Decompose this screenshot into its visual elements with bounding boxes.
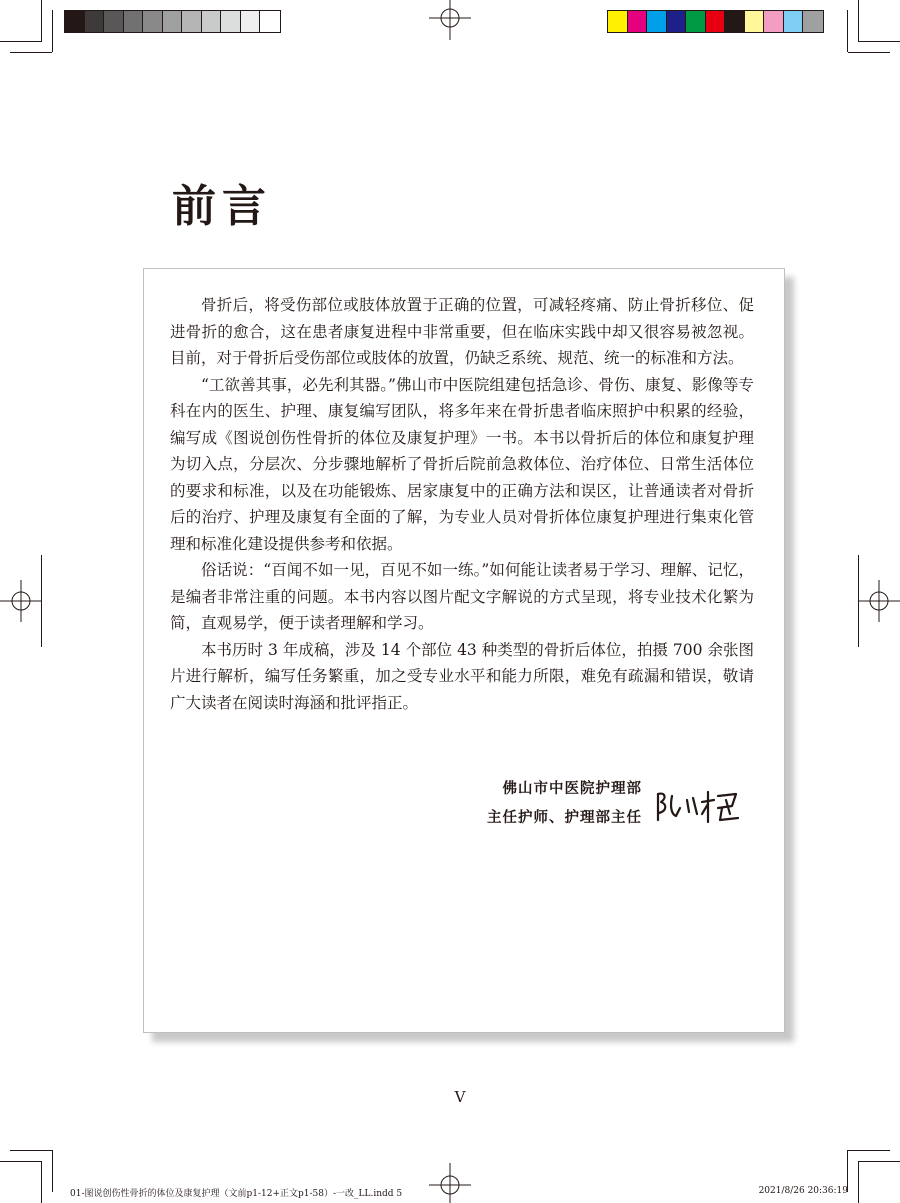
gray-swatch	[163, 11, 183, 32]
gray-swatch	[104, 11, 124, 32]
gray-swatch	[85, 11, 105, 32]
registration-target-icon	[0, 580, 42, 622]
color-swatch	[725, 11, 745, 32]
color-swatch	[706, 11, 726, 32]
paragraph: 骨折后，将受伤部位或肢体放置于正确的位置，可减轻疼痛、防止骨折移位、促进骨折的愈合，这在患者康复进程中非常重要，但在临床实践中却又很容易被忽视。目前，对于骨折后受伤部位或肢体的放置，仍缺乏系统、规范、统一的标准和方法。	[170, 296, 754, 367]
gray-swatch	[65, 11, 85, 32]
paragraph: 俗话说：“百闻不如一见，百见不如一练。”如何能让读者易于学习、理解、记忆，是编者非常注重的问题。本书内容以图片配文字解说的方式呈现，将专业技术化繁为简，直观易学，便于读者理解和学习。	[170, 561, 754, 632]
signature-title: 主任护师、护理部主任	[487, 810, 642, 826]
gray-swatch	[202, 11, 222, 32]
color-swatch	[764, 11, 784, 32]
gray-swatch	[182, 11, 202, 32]
registration-target-icon	[429, 1161, 471, 1203]
color-swatch	[628, 11, 648, 32]
color-swatch	[647, 11, 667, 32]
gray-swatch	[241, 11, 261, 32]
paragraph: “工欲善其事，必先利其器。”佛山市中医院组建包括急诊、骨伤、康复、影像等专科在内的医生、护理、康复编写团队，将多年来在骨折患者临床照护中积累的经验，编写成《图说创伤性骨折的体位及康复护理》一书。本书以骨折后的体位和康复护理为切入点，分层次、分步骤地解析了骨折后院前急救体位、治疗体位、日常生活体位的要求和标准，以及在功能锻炼、居家康复中的正确方法和误区，让普通读者对骨折后的治疗、护理及康复有全面的了解，为专业人员对骨折体位康复护理进行集束化管理和标准化建设提供参考和依据。	[170, 375, 754, 553]
color-swatch	[686, 11, 706, 32]
handwritten-signature	[652, 786, 744, 826]
page-title: 前言	[172, 181, 272, 232]
color-calibration-bar	[607, 10, 824, 33]
page-number: V	[454, 1088, 466, 1106]
gray-swatch	[260, 11, 280, 32]
gray-swatch	[124, 11, 144, 32]
registration-target-icon	[858, 580, 900, 622]
registration-target-icon	[429, 0, 471, 42]
paragraph: 本书历时 3 年成稿，涉及 14 个部位 43 种类型的骨折后体位，拍摄 700 余张图片进行解析，编写任务繁重，加之受专业水平和能力所限，难免有疏漏和错误，敬请广大读者在阅读时海涵和批评指正。	[170, 640, 754, 712]
color-swatch	[667, 11, 687, 32]
gray-scale-bar	[64, 10, 281, 33]
color-swatch	[803, 11, 823, 32]
color-swatch	[745, 11, 765, 32]
color-swatch	[784, 11, 804, 32]
file-slug: 01-图说创伤性骨折的体位及康复护理（文前p1-12+正文p1-58）-一改_LL.indd 5	[70, 1189, 403, 1199]
signature-department: 佛山市中医院护理部	[502, 781, 642, 797]
gray-swatch	[221, 11, 241, 32]
gray-swatch	[143, 11, 163, 32]
color-swatch	[608, 11, 628, 32]
print-timestamp: 2021/8/26 20:36:19	[758, 1186, 848, 1196]
preface-body	[170, 292, 754, 716]
